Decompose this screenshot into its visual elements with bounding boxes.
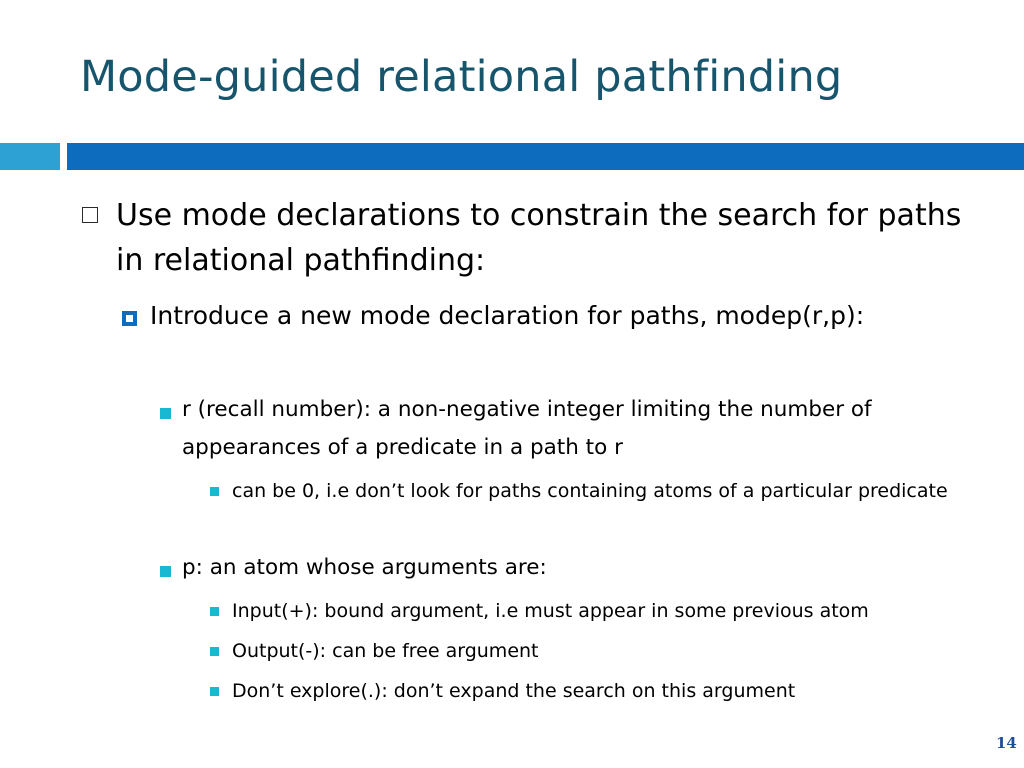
square-bullet-icon [160,408,171,419]
bullet-level1: Use mode declarations to constrain the search for paths in relational pathfinding: [116,198,962,278]
small-square-bullet-icon [210,687,219,696]
bullet-r-recall: r (recall number): a non-negative integer limiting the number of appearances of a predicate in a path to r [182,397,872,460]
slide-title: Mode-guided relational pathfinding [80,52,843,102]
square-bullet-icon [160,566,171,577]
bullet-dont-explore: Don’t explore(.): don’t expand the search on this argument [232,680,796,702]
bullet-level2: Introduce a new mode declaration for paths, modep(r,p): [150,301,865,330]
page-number: 14 [996,734,1017,752]
title-divider-left [0,143,60,170]
bullet-input: Input(+): bound argument, i.e must appear in some previous atom [232,600,869,622]
small-square-bullet-icon [210,487,219,496]
bullet-output: Output(-): can be free argument [232,640,539,662]
bullet-p-atom: p: an atom whose arguments are: [182,555,547,580]
bullet-r-zero: can be 0, i.e don’t look for paths containing atoms of a particular predicate [232,480,948,502]
hollow-square-bullet-icon [82,207,98,223]
framed-square-bullet-icon [122,311,137,326]
title-divider-right [67,143,1024,170]
small-square-bullet-icon [210,647,219,656]
small-square-bullet-icon [210,607,219,616]
